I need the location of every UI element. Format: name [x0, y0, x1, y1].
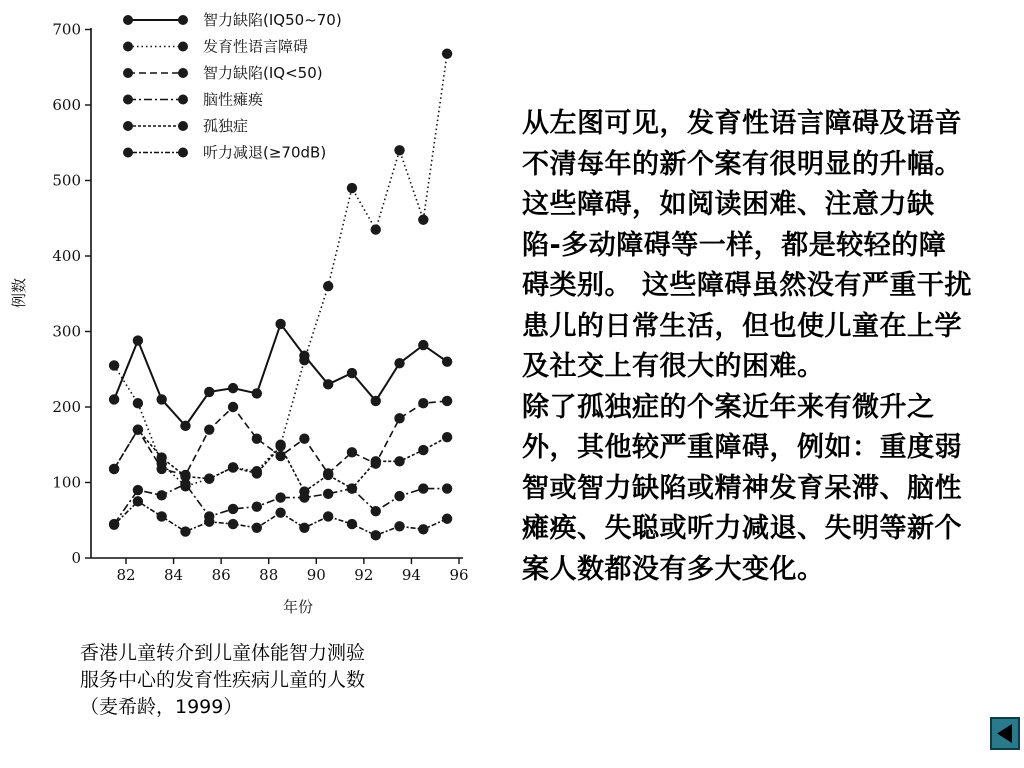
- figure-caption: [80, 640, 480, 721]
- data-point: [228, 383, 238, 393]
- data-point: [252, 388, 262, 398]
- data-point: [180, 421, 190, 431]
- legend-item: [123, 11, 342, 29]
- x-tick-label: 92: [354, 566, 374, 584]
- data-point: [347, 483, 357, 493]
- data-point: [323, 470, 333, 480]
- legend-item: [123, 64, 323, 82]
- legend-marker: [123, 42, 133, 52]
- y-tick-label: 300: [52, 322, 81, 341]
- data-point: [275, 441, 285, 451]
- data-point: [109, 464, 119, 474]
- data-point: [252, 501, 262, 511]
- data-point: [109, 394, 119, 404]
- data-point: [133, 424, 143, 434]
- data-point: [252, 523, 262, 533]
- y-axis-label: 例数: [10, 277, 28, 309]
- data-point: [299, 523, 309, 533]
- legend-label: 孤独症: [203, 117, 249, 135]
- data-point: [275, 319, 285, 329]
- data-point: [418, 340, 428, 350]
- data-point: [323, 489, 333, 499]
- data-point: [394, 413, 404, 423]
- legend-label: 智力缺陷(IQ50~70): [203, 11, 342, 29]
- data-point: [442, 357, 452, 367]
- legend-marker: [178, 15, 188, 25]
- line-chart: [0, 0, 480, 630]
- legend-marker: [123, 121, 133, 131]
- data-point: [442, 432, 452, 442]
- data-point: [252, 468, 262, 478]
- data-point: [228, 462, 238, 472]
- back-arrow-icon: [992, 719, 1018, 748]
- legend-marker: [178, 95, 188, 105]
- data-point: [394, 358, 404, 368]
- legend-item: [123, 144, 326, 162]
- data-point: [371, 456, 381, 466]
- data-point: [418, 524, 428, 534]
- data-point: [323, 281, 333, 291]
- data-point: [394, 456, 404, 466]
- x-tick-label: 86: [211, 566, 231, 584]
- data-point: [275, 492, 285, 502]
- y-tick-label: 700: [52, 20, 81, 39]
- x-axis-label: 年份: [282, 598, 314, 616]
- caption-line-3: （麦希龄，1999）: [80, 696, 243, 718]
- legend-label: 听力减退(≥70dB): [203, 143, 327, 162]
- legend-label: 发育性语言障碍: [203, 37, 309, 56]
- x-tick-label: 94: [401, 566, 421, 584]
- data-point: [156, 464, 166, 474]
- data-point: [418, 483, 428, 493]
- legend-marker: [123, 95, 133, 105]
- data-point: [228, 402, 238, 412]
- series-2: [109, 48, 452, 491]
- data-point: [442, 396, 452, 406]
- data-point: [228, 519, 238, 529]
- data-point: [252, 434, 262, 444]
- y-tick-label: 500: [52, 171, 81, 190]
- data-point: [418, 398, 428, 408]
- data-point: [418, 445, 428, 455]
- x-tick-label: 84: [164, 566, 184, 584]
- data-point: [394, 521, 404, 531]
- data-point: [180, 471, 190, 481]
- y-tick-label: 400: [52, 247, 81, 265]
- x-tick-label: 90: [306, 566, 326, 584]
- description-paragraph-2: 除了孤独症的个案近年来有微升之外，其他较严重障碍，例如：重度弱智或智力缺陷或精神发育呆滞、脑性瘫痪、失聪或听力减退、失明等新个案人数都没有多大变化。: [522, 391, 962, 585]
- legend-label: 智力缺陷(IQ<50): [203, 64, 323, 82]
- series-6: [109, 496, 452, 540]
- data-point: [156, 511, 166, 521]
- data-point: [394, 491, 404, 501]
- legend-marker: [123, 148, 133, 158]
- legend-item: [123, 38, 308, 56]
- data-point: [156, 394, 166, 404]
- data-point: [156, 490, 166, 500]
- data-point: [371, 224, 381, 234]
- data-point: [204, 474, 214, 484]
- data-point: [347, 447, 357, 457]
- data-point: [133, 335, 143, 345]
- series-line: [114, 324, 447, 426]
- caption-line-1: 香港儿童转介到儿童体能智力测验: [80, 642, 366, 664]
- legend-item: [123, 91, 263, 109]
- data-point: [275, 508, 285, 518]
- data-point: [204, 387, 214, 397]
- data-point: [109, 360, 119, 370]
- data-point: [133, 496, 143, 506]
- data-point: [371, 396, 381, 406]
- data-point: [347, 368, 357, 378]
- description-paragraph-1: 从左图可见，发育性语言障碍及语音不清每年的新个案有很明显的升幅。 这些障碍，如阅读困难、注意力缺陷-多动障碍等一样，都是较轻的障碍类别。 这些障碍虽然没有严重干扰患儿的日常生活，但也使儿童在上学及社交上有很大的困难。: [522, 108, 972, 382]
- data-point: [442, 483, 452, 493]
- data-point: [418, 215, 428, 225]
- back-button[interactable]: [990, 717, 1020, 750]
- data-point: [299, 355, 309, 365]
- series-3: [109, 396, 452, 480]
- legend-marker: [123, 15, 133, 25]
- data-point: [323, 379, 333, 389]
- data-point: [371, 506, 381, 516]
- legend-label: 脑性瘫痪: [203, 90, 264, 109]
- legend-marker: [178, 68, 188, 78]
- data-point: [347, 183, 357, 193]
- data-point: [133, 398, 143, 408]
- chart-axes: [91, 28, 463, 558]
- data-point: [299, 434, 309, 444]
- data-point: [371, 530, 381, 540]
- legend-marker: [178, 121, 188, 131]
- legend-marker: [123, 68, 133, 78]
- data-point: [323, 511, 333, 521]
- data-point: [394, 145, 404, 155]
- caption-line-2: 服务中心的发育性疾病儿童的人数: [80, 669, 366, 691]
- description-text: [522, 104, 972, 590]
- data-point: [442, 514, 452, 524]
- data-point: [228, 504, 238, 514]
- legend-marker: [178, 148, 188, 158]
- data-point: [299, 486, 309, 496]
- data-point: [109, 520, 119, 530]
- y-tick-label: 200: [52, 398, 81, 416]
- y-tick-label: 600: [52, 96, 81, 114]
- data-point: [442, 48, 452, 58]
- x-tick-label: 96: [449, 566, 469, 584]
- data-point: [156, 452, 166, 462]
- data-point: [204, 424, 214, 434]
- legend-item: [123, 117, 248, 135]
- y-tick-label: 0: [71, 549, 81, 567]
- legend-marker: [178, 42, 188, 52]
- data-point: [347, 519, 357, 529]
- data-point: [133, 485, 143, 495]
- y-tick-label: 100: [52, 473, 81, 492]
- data-point: [180, 526, 190, 536]
- data-point: [204, 517, 214, 527]
- x-tick-label: 88: [259, 566, 279, 584]
- x-tick-label: 82: [116, 566, 136, 584]
